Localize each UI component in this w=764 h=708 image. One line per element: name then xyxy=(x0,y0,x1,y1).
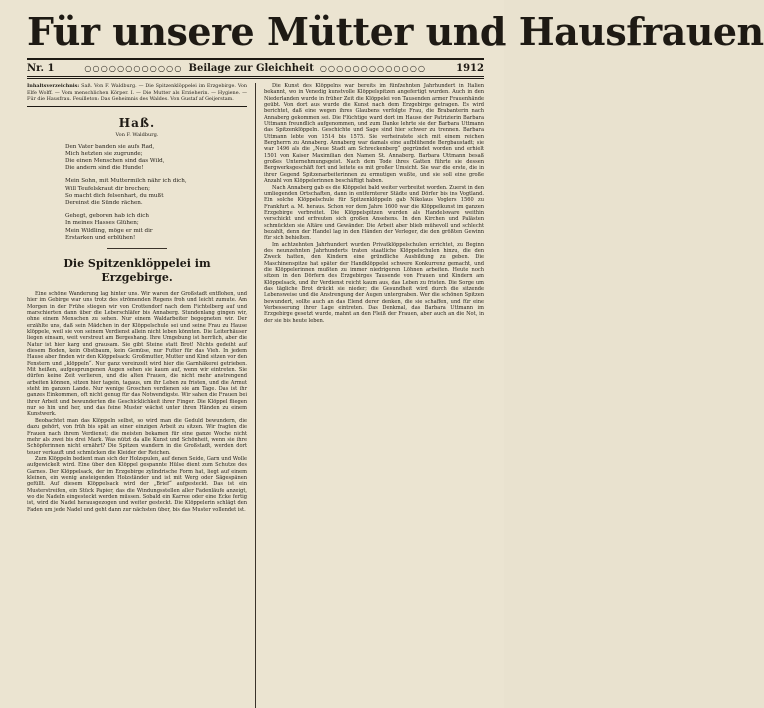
poem-line: Gehegt, geboren hab ich dich xyxy=(65,213,149,220)
columns xyxy=(27,83,484,708)
poem-line: Erstarken und erblühen! xyxy=(65,234,136,241)
poem-line: Mich hetzten sie zugrunde; xyxy=(65,150,143,157)
masthead-rule xyxy=(27,58,484,60)
poem-line: Mein Wildling, möge er mit dir xyxy=(65,227,153,234)
poem-line: Mein Sohn, mit Muttermilch nähr ich dich, xyxy=(65,178,187,185)
toc-rule xyxy=(27,106,247,107)
right-column xyxy=(264,83,484,708)
poem-line: Will Teufelskraut dir brechen; xyxy=(65,185,150,192)
poem-title: Haß. xyxy=(118,115,156,130)
poem-line: So macht dich felsenhart, du mußt xyxy=(65,192,164,199)
issue-year: 1912 xyxy=(456,62,484,74)
masthead-title: Für unsere Mütter und Hausfrauen xyxy=(27,9,764,54)
toc-label: Inhaltsverzeichnis: xyxy=(27,83,80,89)
article-paragraph: Nach Annaberg gab es die Klöppelei bald weiter verbreitet worden. Zuerst in den umliegenden Ortschaften, dann in entfernterer Städte und Dörfer bis ins Vogtland. Ein solche Klöppelschule für Spitzenklöppeln gab Nikolaus Voglers 1560 zu Frankfurt a. M. heraus. Schon vor dem Jahre 1600 war die Klöppelkunst im ganzen Erzgebirge verbreitet. Die Klöppelspitzen wurden als Handelsware weithin verschickt und erfreuten sich großen Ansehens. In den Kirchen und Palästen schmückten sie Altäre und Gewänder. Die Arbeit aber blieb mühevoll und schlecht bezahlt, denn der Handel lag in den Händen der Verleger, die den größten Gewinn für sich behielten. xyxy=(264,184,485,242)
article-paragraph: Eine schöne Wanderung lag hinter uns. Wir waren der Großstadt entflohen, und hier im Gebirge war uns trotz des strömenden Regens froh und leicht zumute. Am Morgen in der Frühe stiegen wir von Crottendorf nach dem Fichtelberg auf und marschierten dann über die Leberschläfer bis Annaberg. Stundenlang gingen wir, ohne einem Menschen zu sehen. Nur einem Waldarbeiter begegneten wir. Der erzählte uns, daß sein Mädchen in der Klöppelschule sei und seine Frau zu Hause klöppele, weil sie von seinem Verdienst allein nicht leben könnten. Die Leiterhäuser liegen einsam, weit verstreut am Bergeshang. Ihre Umgebung ist herrlich, aber die Natur ist hier karg und grausam. Sie gibt Steine statt Brot! Nichts gedeiht auf diesem Boden, kein Obstbaum, kein Gemüse, nur Futter für das Vieh. In jedem Hause aber finden wir den Klöppelsack: Großmutter, Mutter und Kind sitzen vor den Fenstern und „klöppeln“. Nur ganz vereinzelt wird hier die Garnhäkerei getrieben. Mit heißen, aufgesprungenen Augen sehen sie kaum auf, wenn wir eintreten. Sie dürfen keine Zeit verlieren, und die alten Frauen, die nicht mehr anstrengend arbeiten können, sitzen hier tagein, tagaus, um ihr Leben zu fristen, und die Armut steht im ganzen Lande. Nur wenige Groschen verdienen sie am Tage. Das ist ihr ganzes Einkommen, oft nicht genug für das Notwendigste. Wir sahen die Frauen bei ihrer Arbeit und bewunderten die Geschicklichkeit ihrer Finger. Die Klöppel fliegen nur so hin und her, und das feine Muster wächst unter ihren Händen zu einem Kunstwerk. xyxy=(27,290,248,418)
issue-row xyxy=(27,61,484,75)
poem-stanza-2 xyxy=(27,178,247,207)
ornament-dots-right: ○○○○○○○○○○○○○ xyxy=(319,63,427,73)
poem-stanza-3 xyxy=(27,213,247,242)
toc-text: Saß. Von F. Waldburg. — Die Spitzenklöppelei im Erzgebirge. Von Elfe Wolff. — Vom menschlichen Körper. I. — Die Mutter als Erzieherin. — Hygiene. — Für die Hausfrau. Feuilleton: Das Geheimnis des Waldes. Von Gustaf af Geijerstam. xyxy=(27,83,248,102)
article-title: Die Spitzenklöppelei im Erzgebirge. xyxy=(63,256,211,284)
section-separator xyxy=(107,248,167,249)
article-paragraph: Beobachtet man das Klöppeln selbst, so wird man die Geduld bewundern, die dazu gehört, von früh bis spät an einer einzigen Arbeit zu sitzen. Wir fragten die Frauen nach ihrem Verdienst; die meisten bekamen für eine ganze Woche nicht mehr als zwei bis drei Mark. Was nützt da alle Kunst und Schönheit, wenn sie ihre Schöpferinnen nicht ernährt? Die Spitzen wandern in die Großstadt, werden dort teuer verkauft und schmücken die Kleider der Reichen. xyxy=(27,417,248,456)
poem-line: Den Vater banden sie aufs Rad, xyxy=(65,143,155,150)
masthead-double-rule xyxy=(27,76,484,79)
article-paragraph: Im achtzehnten Jahrhundert wurden Privatklöppelschulen errichtet, zu Beginn des neunzehnten Jahrhunderts traten staatliche Klöppelschulen hinzu, die den Zweck hatten, den Kindern eine gründliche Ausbildung zu geben. Die Maschinenspitze hat später der Handklöppelei schwere Konkurrenz gemacht, und die Klöppelerinnen mußten zu immer niedrigeren Löhnen arbeiten. Heute noch sitzen in den Dörfern des Erzgebirges Tausende von Frauen und Kindern am Klöppelsack, und ihr Verdienst reicht kaum aus, das Leben zu fristen. Die Sorge um das tägliche Brot drückt sie nieder; die Gesundheit wird durch die sitzende Lebensweise und die Anstrengung der Augen untergraben. Wer die schönen Spitzen bewundert, sollte auch an das Elend derer denken, die sie schaffen, und für eine Verbesserung ihrer Lage eintreten. Das Denkmal, das Barbara Uttmann im Erzgebirge gesetzt wurde, mahnt an den Fleiß der Frauen, aber auch an die Not, in der sie bis heute leben. xyxy=(264,241,485,324)
table-of-contents xyxy=(27,83,247,103)
supplement-line xyxy=(84,63,426,74)
poem-line: Die andern sind die Hunde! xyxy=(65,165,144,172)
poem-line: Dereinst die Sünde rächen. xyxy=(65,199,143,206)
left-column xyxy=(27,83,247,708)
supplement-label: Beilage zur Gleichheit xyxy=(188,62,314,74)
poem-line: In meines Hasses Glühen; xyxy=(65,220,139,227)
ornament-dots-left: ○○○○○○○○○○○○ xyxy=(84,63,183,73)
article-paragraph: Zum Klöppeln bedient man sich der Holzspulen, auf denen Seide, Garn und Wolle aufgewickelt wird. Eine über den Klöppel gespannte Hülse dient zum Schutze des Garnes. Der Klöppelsack, der im Erzgebirge zylindrische Form hat, liegt auf einem kleinen, ein wenig ansteigenden Holzständer und ist mit Werg oder Sägespänen gefüllt. Auf diesem Klöppelsack wird der „Brief“ aufgesteckt. Das ist ein Musterstreifen, ein Stück Papier, das die Windungsstellen aller Fadenläufe anzeigt, wo die Nadeln eingesteckt werden müssen. Sobald ein Karree oder eine Ecke fertig ist, wird die Nadel herausgezogen und weiter gesteckt. Die Klöppelerin schlägt den Faden um jede Nadel und geht dann zur nächsten über, bis das Muster vollendet ist. xyxy=(27,455,248,513)
column-divider xyxy=(255,83,256,708)
poem-line: Die einen Menschen sind das Wild, xyxy=(65,157,165,164)
poem-stanza-1 xyxy=(27,144,247,173)
issue-number: Nr. 1 xyxy=(27,62,55,74)
poem-author: Von F. Waldburg. xyxy=(115,131,159,138)
article-paragraph: Die Kunst des Klöppelns war bereits im fünfzehnten Jahrhundert in Italien bekannt, wo in Venedig kunstvolle Klöppelspitzen angefertigt wurden. Auch in den Niederlanden wurde in früher Zeit die Klöppelei von Tausenden armer Frauenhände geübt. Von dort aus wurde die Kunst nach dem Erzgebirge getragen. Es wird berichtet, daß eine wegen ihres Glaubens verfolgte Frau, die Brabanterin nach Annaberg gekommen sei. Die Flüchtige ward dort im Hause der Patrizierin Barbara Uttmann freundlich aufgenommen, und zum Danke lehrte sie der Barbara Uttmann das Spitzenklöppeln. Geschichte und Sage sind hier schwer zu trennen. Barbara Uttmann lebte von 1514 bis 1575. Sie verheiratete sich mit einem reichen Bergherrn zu Annaberg. Annaberg war damals eine aufblühende Bergbaustadt; sie war 1496 als die „Neue Stadt am Schreckenberg“ gegründet worden und erhielt 1501 von Kaiser Maximilian den Namen St. Annaberg. Barbara Uttmann besaß großes Unternehmungsgeist. Nach dem Tode ihres Gatten führte sie dessen Bergwerksgeschäft fort und leitete es mit großer Umsicht. Sie war die erste, die in ihrer Gegend Spitzenarbeiterinnen zu ermutigen wußte, und sie soll eine große Anzahl von Klöppelerinnen beschäftigt haben. xyxy=(264,83,485,185)
